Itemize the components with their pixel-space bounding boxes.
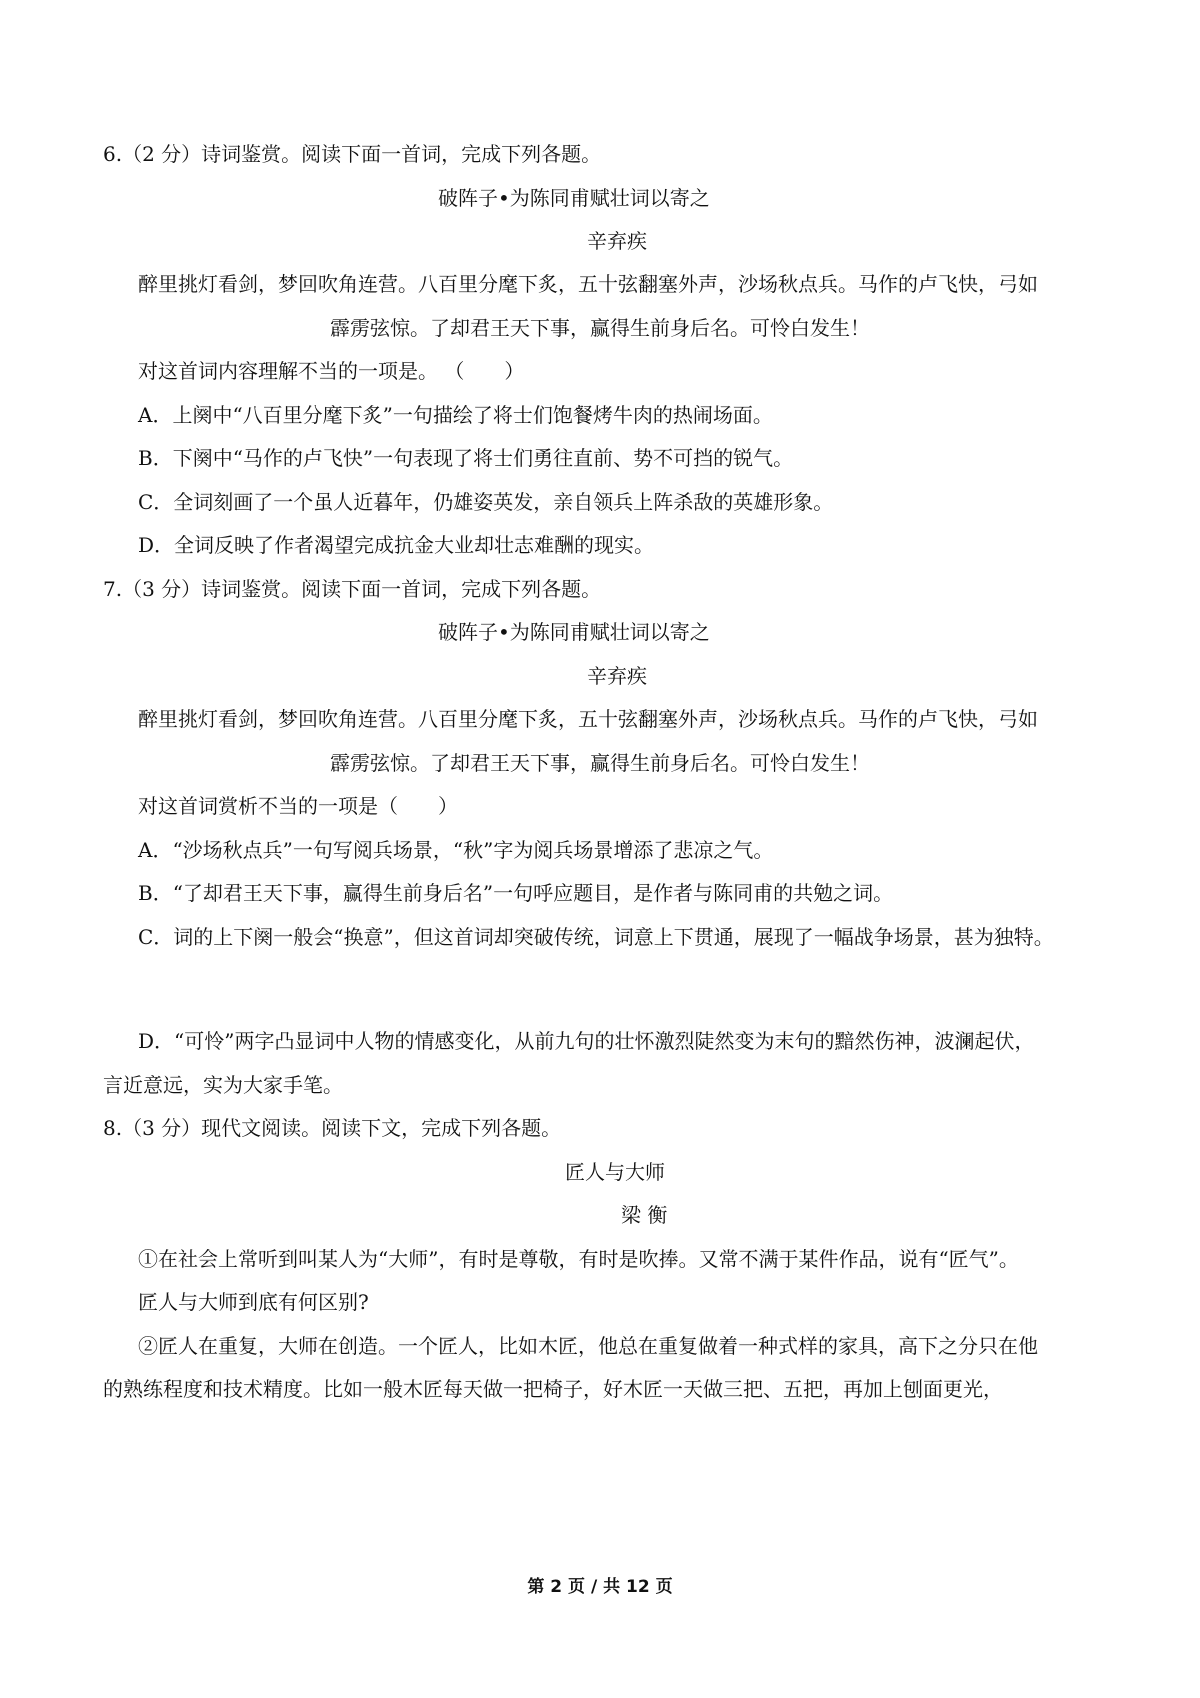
question-6-stem: 6.（2 分）诗词鉴赏。阅读下面一首词，完成下列各题。: [103, 142, 602, 166]
question-6-poem-line-1: 醉里挑灯看剑，梦回吹角连营。八百里分麾下炙，五十弦翻塞外声，沙场秋点兵。马作的卢飞快，弓如: [138, 272, 1038, 296]
question-7-option-d-continued: 言近意远，实为大家手笔。: [103, 1073, 343, 1097]
question-7-poem-author: 辛弃疾: [587, 664, 647, 688]
question-6-poem-line-2: 霹雳弦惊。了却君王天下事，赢得生前身后名。可怜白发生！: [330, 316, 870, 340]
question-6-poem-title: 破阵子•为陈同甫赋壮词以寄之: [438, 186, 710, 210]
question-6-prompt: 对这首词内容理解不当的一项是。 （ ）: [138, 359, 525, 383]
question-7-prompt: 对这首词赏析不当的一项是（ ）: [138, 794, 458, 818]
question-6-option-c: C．全词刻画了一个虽人近暮年，仍雄姿英发，亲自领兵上阵杀敌的英雄形象。: [138, 490, 834, 514]
question-7-option-b: B．“了却君王天下事，赢得生前身后名”一句呼应题目，是作者与陈同甫的共勉之词。: [138, 881, 894, 905]
question-8-paragraph-2-line-2: 的熟练程度和技术精度。比如一般木匠每天做一把椅子，好木匠一天做三把、五把，再加上刨面更光，: [103, 1377, 1003, 1401]
question-7-poem-line-2: 霹雳弦惊。了却君王天下事，赢得生前身后名。可怜白发生！: [330, 751, 870, 775]
question-7-option-c: C．词的上下阕一般会“换意”，但这首词却突破传统，词意上下贯通，展现了一幅战争场景，甚为独特。: [138, 925, 1054, 949]
question-8-paragraph-1-line-2: 匠人与大师到底有何区别?: [138, 1290, 369, 1314]
question-8-article-author: 梁 衡: [621, 1203, 668, 1227]
question-7-option-a: A．“沙场秋点兵”一句写阅兵场景，“秋”字为阅兵场景增添了悲凉之气。: [138, 838, 774, 862]
question-6-poem-author: 辛弃疾: [587, 229, 647, 253]
question-8-paragraph-1-line-1: ①在社会上常听到叫某人为“大师”，有时是尊敬，有时是吹捧。又常不满于某件作品，说有“匠气”。: [138, 1247, 1019, 1271]
question-7-poem-line-1: 醉里挑灯看剑，梦回吹角连营。八百里分麾下炙，五十弦翻塞外声，沙场秋点兵。马作的卢飞快，弓如: [138, 707, 1038, 731]
question-6-option-a: A．上阕中“八百里分麾下炙”一句描绘了将士们饱餐烤牛肉的热闹场面。: [138, 403, 773, 427]
question-6-option-d: D．全词反映了作者渴望完成抗金大业却壮志难酬的现实。: [138, 533, 655, 557]
question-8-paragraph-2-line-1: ②匠人在重复，大师在创造。一个匠人，比如木匠，他总在重复做着一种式样的家具，高下之分只在他: [138, 1334, 1038, 1358]
page-indicator: 第 2 页 / 共 12 页: [527, 1577, 673, 1597]
question-7-option-d: D．“可怜”两字凸显词中人物的情感变化，从前九句的壮怀激烈陡然变为末句的黯然伤神，波澜起伏，: [138, 1029, 1035, 1053]
question-7-poem-title: 破阵子•为陈同甫赋壮词以寄之: [438, 620, 710, 644]
question-8-article-title: 匠人与大师: [565, 1160, 665, 1184]
question-8-stem: 8.（3 分）现代文阅读。阅读下文，完成下列各题。: [103, 1116, 562, 1140]
question-6-option-b: B．下阕中“马作的卢飞快”一句表现了将士们勇往直前、势不可挡的锐气。: [138, 446, 794, 470]
question-7-stem: 7.（3 分）诗词鉴赏。阅读下面一首词，完成下列各题。: [103, 577, 602, 601]
